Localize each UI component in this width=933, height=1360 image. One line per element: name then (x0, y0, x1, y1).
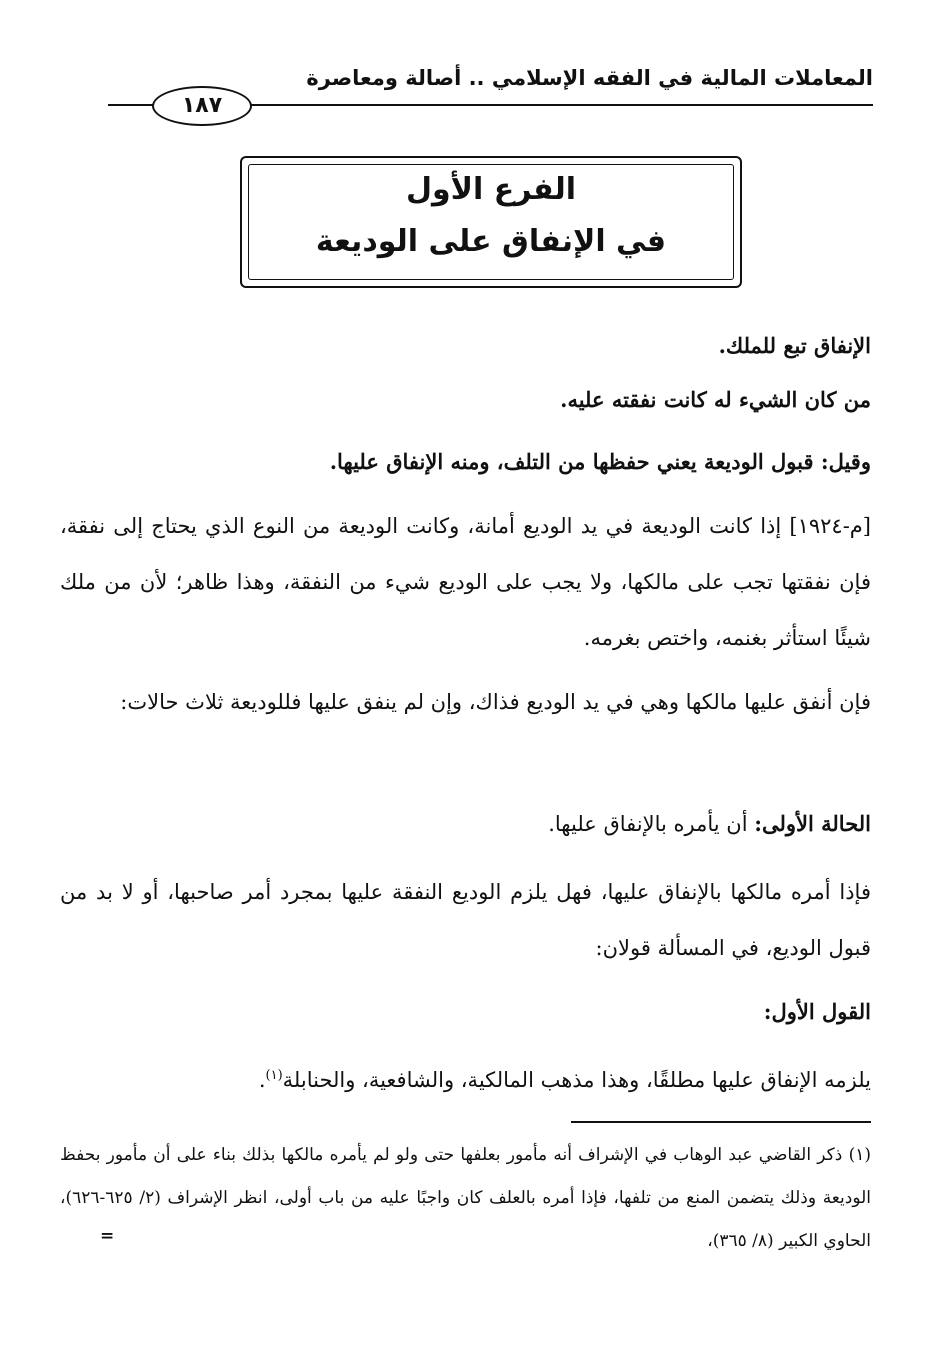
paragraph-9 (60, 1048, 871, 1108)
section-subtitle: في الإنفاق على الوديعة (315, 224, 667, 259)
section-title: الفرع الأول (405, 172, 577, 207)
paragraph-9-end: . (258, 1068, 266, 1092)
case-one-label: الحالة الأولى: (754, 811, 871, 836)
footnote-continuation-mark: = (100, 1226, 115, 1246)
paragraph-5: فإن أنفق عليها مالكها وهي في يد الوديع فذاك، وإن لم ينفق عليها فللوديعة ثلاث حالات: (120, 690, 871, 714)
paragraph-1: الإنفاق تبع للملك. (718, 333, 871, 358)
page-number: ١٨٧ (152, 86, 252, 126)
paragraph-9-text: يلزمه الإنفاق عليها مطلقًا، وهذا مذهب المالكية، والشافعية، والحنابلة (282, 1068, 871, 1092)
section-heading-frame (240, 156, 742, 288)
paragraph-4: [م-١٩٢٤] إذا كانت الوديعة في يد الوديع أمانة، وكانت الوديعة من النوع الذي يحتاج إلى نفقة، فإن نفقتها تجب على مالكها، ولا يجب على الوديع شيء من النفقة، وهذا ظاهر؛ لأن من ملك شيئًا استأثر بغنمه، واختص بغرمه. (60, 514, 871, 650)
first-opinion-heading: القول الأول: (763, 999, 871, 1024)
paragraph-6 (60, 796, 871, 852)
paragraph-7: فإذا أمره مالكها بالإنفاق عليها، فهل يلزم الوديع النفقة عليها بمجرد أمر صاحبها، أو لا بد من قبول الوديع، في المسألة قولان: (60, 880, 871, 960)
case-one-text: أن يأمره بالإنفاق عليها. (548, 812, 755, 836)
paragraph-3: وقيل: قبول الوديعة يعني حفظها من التلف، ومنه الإنفاق عليها. (329, 449, 871, 474)
footnote-reference[interactable]: (١) (265, 1068, 283, 1083)
running-title: المعاملات المالية في الفقه الإسلامي .. أصالة ومعاصرة (306, 66, 873, 90)
footnote-rule (571, 1121, 871, 1123)
paragraph-2: من كان الشيء له كانت نفقته عليه. (560, 387, 871, 412)
footnote-1: (١) ذكر القاضي عبد الوهاب في الإشراف أنه مأمور بعلفها حتى ولو لم يأمره مالكها بذلك بناء على أن مأمور بحفظ الوديعة وذلك يتضمن المنع من تلفها، فإذا أمره بالعلف كان واجبًا عليه من باب أولى، انظر الإشراف (٢/ ٦٢٥-٦٢٦)، الحاوي الكبير (٨/ ٣٦٥)، (60, 1145, 871, 1251)
